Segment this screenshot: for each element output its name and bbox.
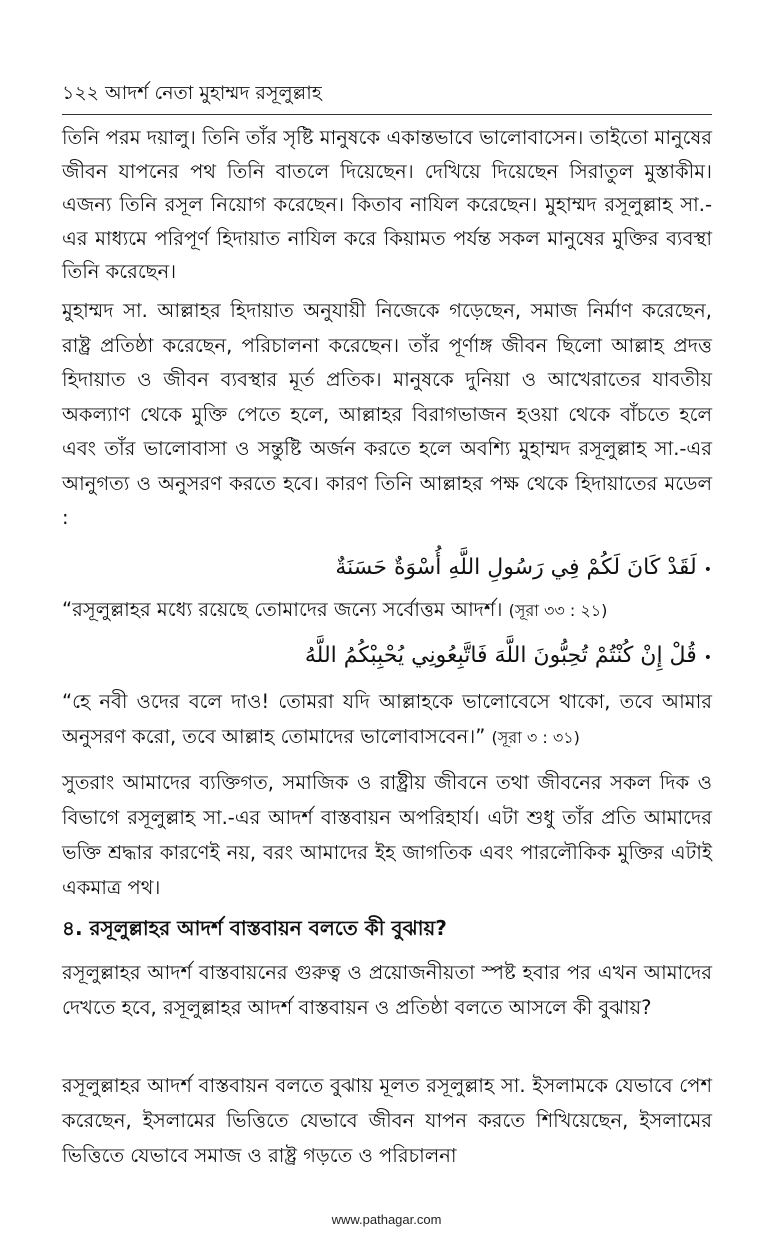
verse-bullet: •: [703, 562, 712, 578]
header-divider: [62, 114, 712, 115]
paragraph-5: রসূলুল্লাহর আদর্শ বাস্তবায়ন বলতে বুঝায় মূলত রসূলুল্লাহ সা. ইসলামকে যেভাবে পেশ করেছেন, ইসলামের ভিত্তিতে যেভাবে জীবন যাপন করতে শিখিয়েছেন, ইসলামের ভিত্তিতে যেভাবে সমাজ ও রাষ্ট্র গড়তে ও পরিচালনা: [62, 1074, 712, 1167]
paragraph-3: সুতরাং আমাদের ব্যক্তিগত, সমাজিক ও রাষ্ট্রীয় জীবনে তথা জীবনের সকল দিক ও বিভাগে রসূলুল্লাহ সা.-এর আদর্শ বাস্তবায়ন অপরিহার্য। এটা শুধু তাঁর প্রতি আমাদের ভক্তি শ্রদ্ধার কারণেই নয়, বরং আমাদের ইহ জাগতিক এবং পারলৌকিক মুক্তির এটাই একমাত্র পথ।: [62, 771, 712, 899]
arabic-verse-2-text: قُلْ إِنْ كُنْتُمْ تُحِبُّونَ اللَّهَ فَاتَّبِعُونِي يُحْبِبْكُمُ اللَّهُ: [304, 643, 697, 668]
section-heading: ৪. রসূলুল্লাহর আদর্শ বাস্তবায়ন বলতে কী বুঝায়?: [62, 916, 447, 940]
running-head: ১২২ আদর্শ নেতা মুহাম্মদ রসূলুল্লাহ: [62, 82, 322, 104]
quote-2: [62, 684, 712, 755]
quote-1-text: “রসূলুল্লাহর মধ্যে রয়েছে তোমাদের জন্যে সর্বোত্তম আদর্শ।: [62, 598, 503, 621]
verse-bullet: •: [703, 650, 712, 666]
book-page: [62, 0, 712, 1243]
paragraph-1: তিনি পরম দয়ালু। তিনি তাঁর সৃষ্টি মানুষকে একান্তভাবে ভালোবাসেন। তাইতো মানুষের জীবন যাপনের পথ তিনি বাতলে দিয়েছেন। দেখিয়ে দিয়েছেন সিরাতুল মুস্তাকীম। এজন্য তিনি রসূল নিয়োগ করেছেন। কিতাব নাযিল করেছেন। মুহাম্মদ রসূলুল্লাহ সা.-এর মাধ্যমে পরিপূর্ণ হিদায়াত নাযিল করে কিয়ামত পর্যন্ত সকল মানুষের মুক্তির ব্যবস্থা তিনি করেছেন।: [62, 126, 712, 283]
arabic-verse-1-text: لَقَدْ كَانَ لَكُمْ فِي رَسُولِ اللَّهِ أُسْوَةٌ حَسَنَةٌ: [335, 555, 697, 580]
arabic-verse-1: [62, 548, 712, 590]
quote-1: [62, 593, 712, 628]
paragraph-4: রসূলুল্লাহর আদর্শ বাস্তবায়নের গুরুত্ব ও প্রয়োজনীয়তা স্পষ্ট হবার পর এখন আমাদের দেখতে হবে, রসূলুল্লাহর আদর্শ বাস্তবায়ন ও প্রতিষ্ঠা বলতে আসলে কী বুঝায়?: [62, 961, 712, 1019]
footer-url: www.pathagar.com: [331, 1212, 442, 1227]
quote-1-reference: (সূরা ৩৩ : ২১): [508, 601, 608, 620]
quote-2-reference: (সূরা ৩ : ৩১): [491, 728, 580, 747]
quote-2-text: “হে নবী ওদের বলে দাও! তোমরা যদি আল্লাহকে ভালোবেসে থাকো, তবে আমার অনুসরণ করো, তবে আল্লাহ তোমাদের ভালোবাসবেন।”: [62, 690, 712, 748]
arabic-verse-2: [62, 636, 712, 678]
paragraph-2: মুহাম্মদ সা. আল্লাহর হিদায়াত অনুযায়ী নিজেকে গড়েছেন, সমাজ নির্মাণ করেছেন, রাষ্ট্র প্রতিষ্ঠা করেছেন, পরিচালনা করেছেন। তাঁর পূর্ণাঙ্গ জীবন ছিলো আল্লাহ প্রদত্ত হিদায়াত ও জীবন ব্যবস্থার মূর্ত প্রতিক। মানুষকে দুনিয়া ও আখেরাতের যাবতীয় অকল্যাণ থেকে মুক্তি পেতে হলে, আল্লাহর বিরাগভাজন হওয়া থেকে বাঁচতে হলে এবং তাঁর ভালোবাসা ও সন্তুষ্টি অর্জন করতে হলে অবশ্যি মুহাম্মদ রসূলুল্লাহ সা.-এর আনুগত্য ও অনুসরণ করতে হবে। কারণ তিনি আল্লাহর পক্ষ থেকে হিদায়াতের মডেল :: [62, 299, 712, 529]
